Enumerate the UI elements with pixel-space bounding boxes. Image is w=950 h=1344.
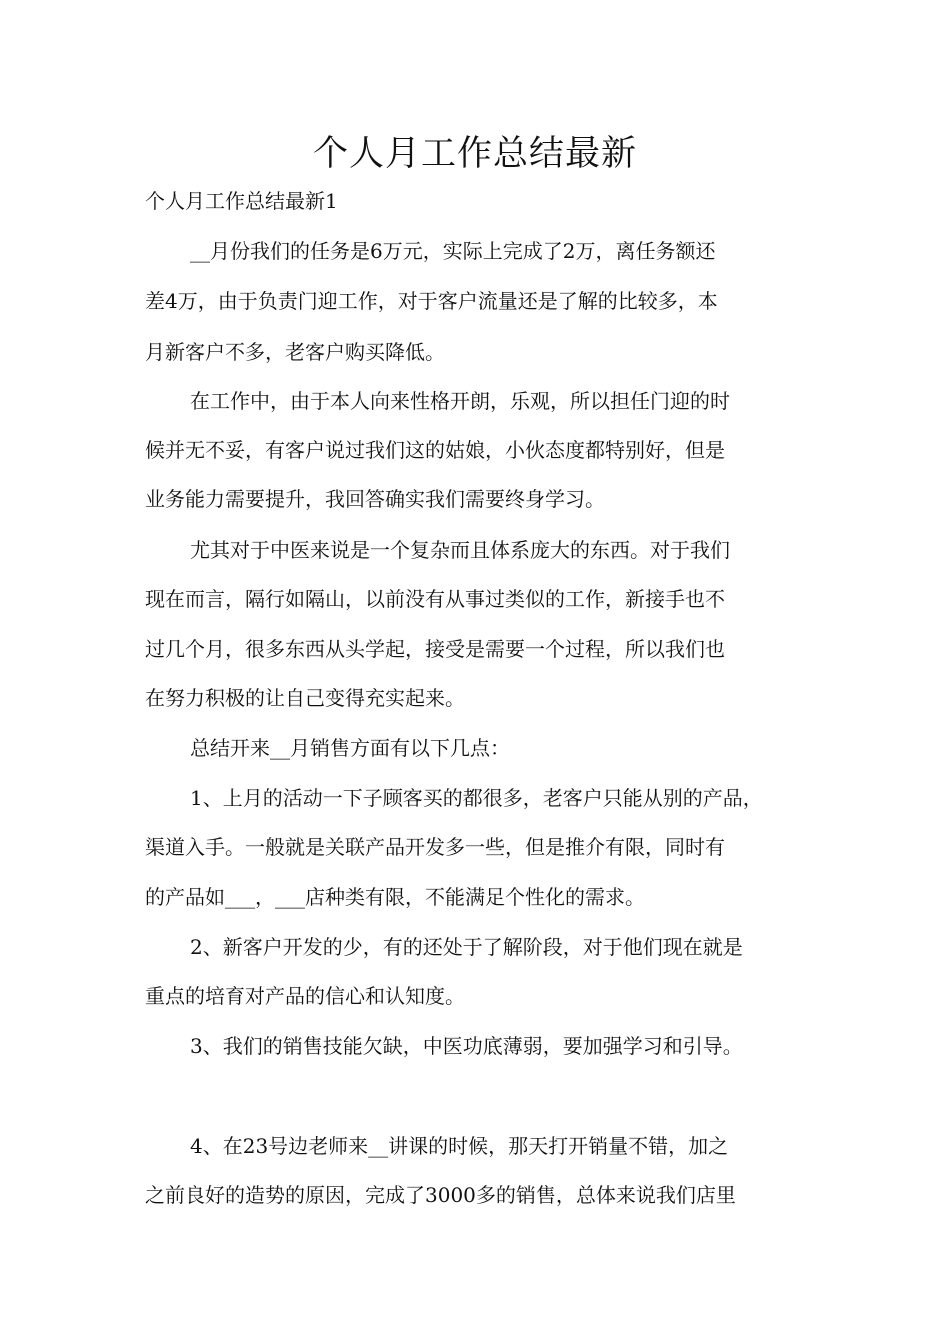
paragraph-line: __月份我们的任务是6万元，实际上完成了2万，离任务额还 bbox=[190, 239, 716, 263]
paragraph-line: 3、我们的销售技能欠缺，中医功底薄弱，要加强学习和引导。 bbox=[190, 1034, 743, 1058]
paragraph-line: 1、上月的活动一下子顾客买的都很多，老客户只能从别的产品， bbox=[190, 786, 763, 810]
paragraph-line: 重点的培育对产品的信心和认知度。 bbox=[145, 984, 465, 1008]
paragraph-line: 在工作中，由于本人向来性格开朗，乐观，所以担任门迎的时 bbox=[190, 389, 730, 413]
document-subtitle: 个人月工作总结最新1 bbox=[145, 189, 338, 213]
paragraph-line: 在努力积极的让自己变得充实起来。 bbox=[145, 686, 465, 710]
paragraph-line: 候并无不妥，有客户说过我们这的姑娘，小伙态度都特别好，但是 bbox=[145, 438, 725, 462]
paragraph-line: 尤其对于中医来说是一个复杂而且体系庞大的东西。对于我们 bbox=[190, 538, 730, 562]
paragraph-line: 的产品如___，___店种类有限，不能满足个性化的需求。 bbox=[145, 885, 645, 909]
paragraph-line: 总结开来__月销售方面有以下几点： bbox=[190, 736, 510, 760]
paragraph-line: 过几个月，很多东西从头学起，接受是需要一个过程，所以我们也 bbox=[145, 637, 725, 661]
document-title: 个人月工作总结最新 bbox=[312, 134, 637, 174]
paragraph-line: 2、新客户开发的少，有的还处于了解阶段，对于他们现在就是 bbox=[190, 935, 743, 959]
paragraph-line: 之前良好的造势的原因，完成了3000多的销售，总体来说我们店里 bbox=[145, 1183, 736, 1207]
paragraph-line: 现在而言，隔行如隔山，以前没有从事过类似的工作，新接手也不 bbox=[145, 587, 725, 611]
paragraph-line: 月新客户不多，老客户购买降低。 bbox=[145, 340, 445, 364]
paragraph-line: 渠道入手。一般就是关联产品开发多一些，但是推介有限，同时有 bbox=[145, 835, 725, 859]
paragraph-line: 差4万，由于负责门迎工作，对于客户流量还是了解的比较多，本 bbox=[145, 289, 718, 313]
paragraph-line: 业务能力需要提升，我回答确实我们需要终身学习。 bbox=[145, 487, 605, 511]
paragraph-line: 4、在23号边老师来__讲课的时候，那天打开销量不错，加之 bbox=[190, 1134, 729, 1158]
